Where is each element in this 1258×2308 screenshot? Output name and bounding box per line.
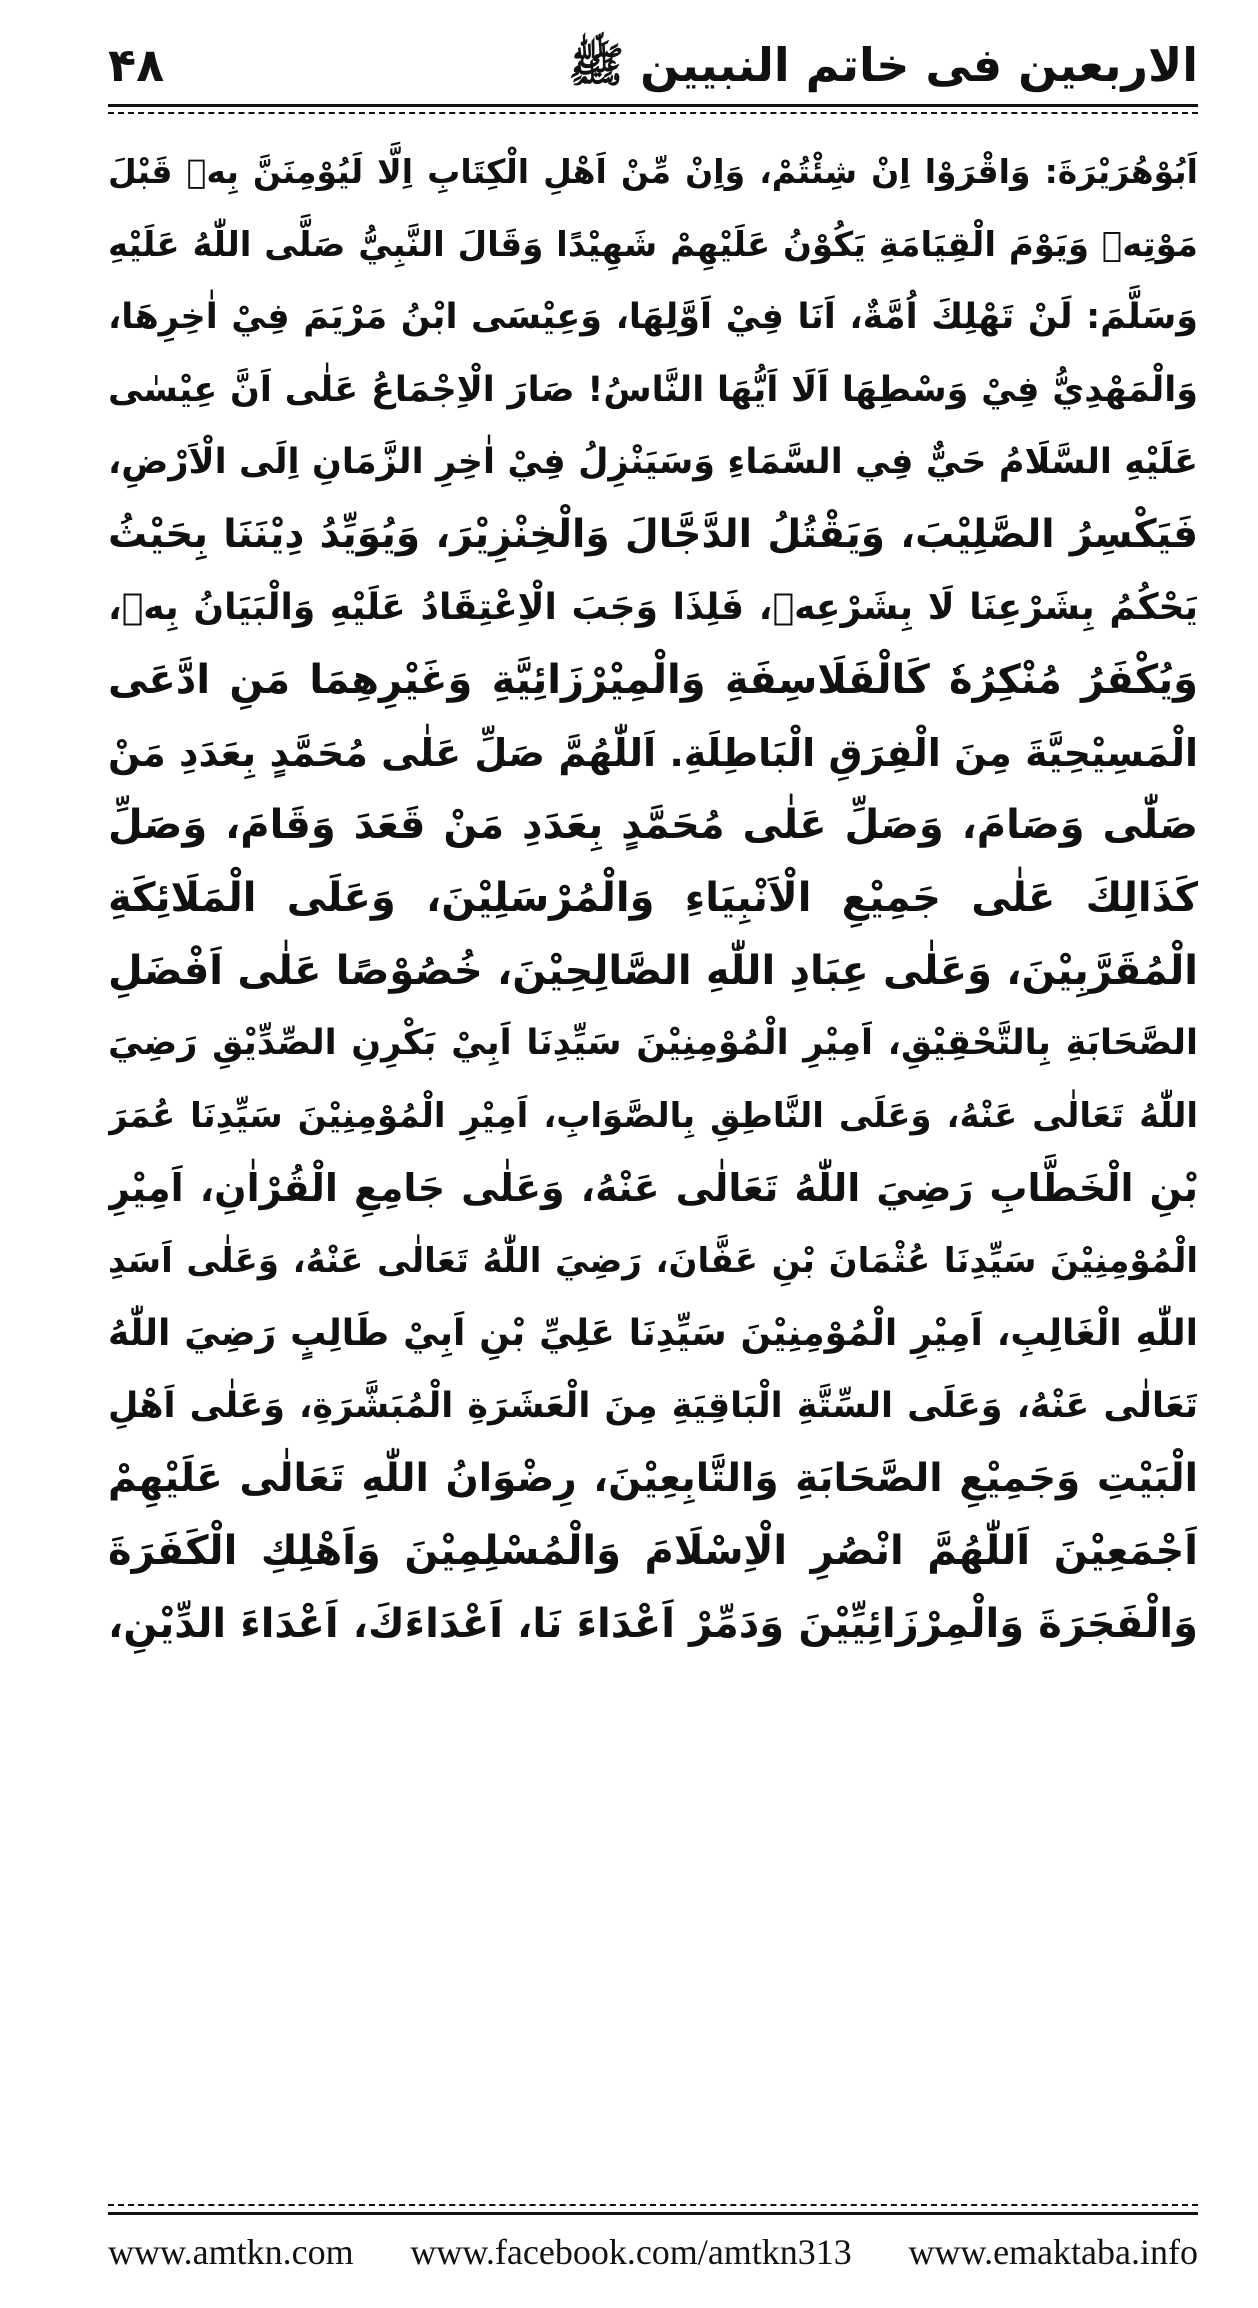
footer-link-amtkn[interactable]: www.amtkn.com <box>108 2232 354 2272</box>
text-line-8: وَيُكْفَرُ مُنْكِرُهٗ كَالْفَلَاسِفَةِ وَالْمِيْرْزَائِيَّةِ وَغَيْرِهِمَا مَنِ ادَّعَى <box>108 657 1198 704</box>
text-line-4: وَالْمَهْدِيُّ فِيْ وَسْطِهَا اَلَا اَيُّهَا النَّاسُ! صَارَ الْاِجْمَاعُ عَلٰى اَنَّ عِيْسٰى <box>108 369 1198 410</box>
text-line-19: الْبَيْتِ وَجَمِيْعِ الصَّحَابَةِ وَالتَّابِعِيْنَ، رِضْوَانُ اللّٰهِ تَعَالٰى عَلَيْهِمْ <box>108 1455 1198 1501</box>
text-line-1: اَبُوْهُرَيْرَةَ: وَاقْرَوْا اِنْ شِئْتُمْ، وَاِنْ مِّنْ اَهْلِ الْكِتَابِ اِلَّا لَيُوْمِنَنَّ بِهٖ قَبْلَ <box>108 152 1198 191</box>
text-line-15: بْنِ الْخَطَّابِ رَضِيَ اللّٰهُ تَعَالٰى عَنْهُ، وَعَلٰى جَامِعِ الْقُرْاٰنِ، اَمِيْرِ <box>108 1166 1198 1211</box>
text-line-7: يَحْكُمُ بِشَرْعِنَا لَا بِشَرْعِهٖ، فَلِذَا وَجَبَ الْاِعْتِقَادُ عَلَيْهِ وَالْبَيَانُ بِهٖ، <box>108 586 1198 628</box>
page-header <box>108 30 1198 100</box>
text-line-10: صَلّٰى وَصَامَ، وَصَلِّ عَلٰى مُحَمَّدٍ بِعَدَدِ مَنْ قَعَدَ وَقَامَ، وَصَلِّ <box>108 802 1198 849</box>
text-line-17: اللّٰهِ الْغَالِبِ، اَمِيْرِ الْمُوْمِنِيْنَ سَيِّدِنَا عَلِيِّ بْنِ اَبِيْ طَالِبٍ رَضِيَ اللّٰهُ <box>108 1312 1198 1354</box>
text-line-14: اللّٰهُ تَعَالٰى عَنْهُ، وَعَلَى النَّاطِقِ بِالصَّوَابِ، اَمِيْرِ الْمُوْمِنِيْنَ سَيِّدِنَا عُمَرَ <box>108 1095 1198 1136</box>
header-rule-dashed <box>108 112 1198 114</box>
text-line-20: اَجْمَعِيْنَ اَللّٰهُمَّ انْصُرِ الْاِسْلَامَ وَالْمُسْلِمِيْنَ وَاَهْلِكِ الْكَفَرَةَ <box>108 1528 1198 1575</box>
header-rule-top <box>108 104 1198 107</box>
text-line-2: مَوْتِهٖ وَيَوْمَ الْقِيَامَةِ يَكُوْنُ عَلَيْهِمْ شَهِيْدًا وَقَالَ النَّبِيُّ صَلَّى اللّٰهُ عَلَيْهِ <box>108 224 1198 265</box>
body-text <box>108 136 1198 2096</box>
text-line-9: الْمَسِيْحِيَّةَ مِنَ الْفِرَقِ الْبَاطِلَةِ. اَللّٰهُمَّ صَلِّ عَلٰى مُحَمَّدٍ بِعَدَدِ مَنْ <box>108 730 1198 775</box>
footer-rule-dashed <box>108 2204 1198 2206</box>
text-line-21: وَالْفَجَرَةَ وَالْمِرْزَائِيِّيْنَ وَدَمِّرْ اَعْدَاءَ نَا، اَعْدَاءَكَ، اَعْدَاءَ الدِّيْنِ، <box>108 1600 1198 1647</box>
footer-link-facebook[interactable]: www.facebook.com/amtkn313 <box>410 2232 852 2272</box>
text-line-11: كَذَالِكَ عَلٰى جَمِيْعِ الْاَنْبِيَاءِ وَالْمُرْسَلِيْنَ، وَعَلَى الْمَلَائِكَةِ <box>108 874 1198 921</box>
footer-link-emaktaba[interactable]: www.emaktaba.info <box>908 2232 1198 2272</box>
page-number: ۴۸ <box>108 38 165 92</box>
text-line-13: الصَّحَابَةِ بِالتَّحْقِيْقِ، اَمِيْرِ الْمُوْمِنِيْنَ سَيِّدِنَا اَبِيْ بَكْرِنِ الصِّدِّيْقِ رَضِيَ <box>108 1023 1198 1064</box>
page-footer <box>108 2222 1198 2282</box>
text-line-6: فَيَكْسِرُ الصَّلِيْبَ، وَيَقْتُلُ الدَّجَّالَ وَالْخِنْزِيْرَ، وَيُوَيِّدُ دِيْنَنَا بِحَيْثُ <box>108 511 1198 557</box>
text-line-16: الْمُوْمِنِيْنَ سَيِّدِنَا عُثْمَانَ بْنِ عَفَّانَ، رَضِيَ اللّٰهُ تَعَالٰى عَنْهُ، وَعَلٰى اَسَدِ <box>108 1240 1198 1281</box>
running-title: الاربعین فی خاتم النبیین ﷺ <box>568 38 1198 92</box>
text-line-3: وَسَلَّمَ: لَنْ تَهْلِكَ اُمَّةٌ، اَنَا فِيْ اَوَّلِهَا، وَعِيْسَى ابْنُ مَرْيَمَ فِيْ اٰخِرِهَا، <box>108 297 1198 338</box>
text-line-5: عَلَيْهِ السَّلَامُ حَيٌّ فِي السَّمَاءِ وَسَيَنْزِلُ فِيْ اٰخِرِ الزَّمَانِ اِلَى الْاَرْضِ، <box>108 442 1198 483</box>
text-line-18: تَعَالٰى عَنْهُ، وَعَلَى السِّتَّةِ الْبَاقِيَةِ مِنَ الْعَشَرَةِ الْمُبَشَّرَةِ، وَعَلٰى اَهْلِ <box>108 1386 1198 1427</box>
text-line-12: الْمُقَرَّبِيْنَ، وَعَلٰى عِبَادِ اللّٰهِ الصَّالِحِيْنَ، خُصُوْصًا عَلٰى اَفْضَلِ <box>108 947 1198 994</box>
footer-rule-bottom <box>108 2212 1198 2215</box>
